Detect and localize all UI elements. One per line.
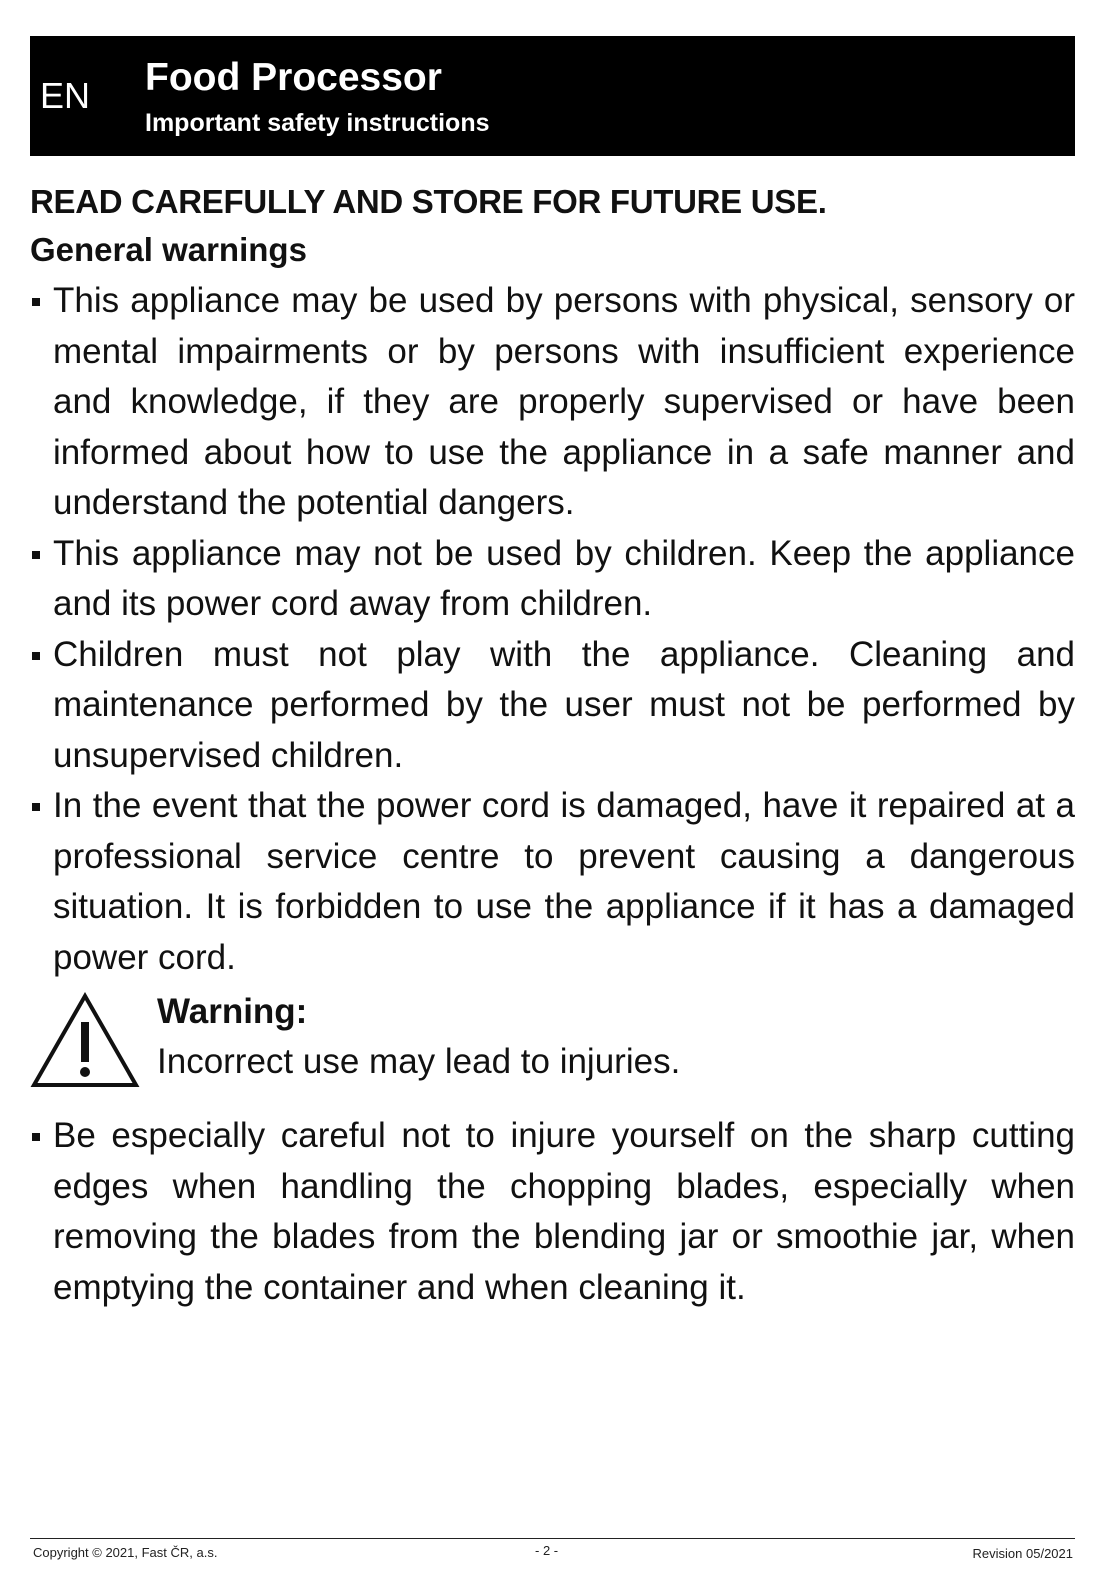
warning-item: Be especially careful not to injure yourself on the sharp cutting edges when handling the chopping blades, especially when removing the blades from the blending jar or smoothie jar, when emptying the container and when cleaning it.	[30, 1111, 1075, 1313]
revision-label: Revision 05/2021	[972, 1546, 1073, 1561]
warnings-list	[30, 276, 1075, 983]
warning-item: This appliance may be used by persons with physical, sensory or mental impairments or by persons with insufficient experience and knowledge, if they are properly supervised or have been informed about how to use the appliance in a safe manner and understand the potential dangers.	[30, 276, 1075, 529]
warning-box	[30, 989, 1075, 1089]
warnings-list-continued	[30, 1111, 1075, 1313]
copyright-notice: Copyright © 2021, Fast ČR, a.s.	[33, 1545, 218, 1560]
document-title: Food Processor	[145, 56, 442, 99]
document-subtitle: Important safety instructions	[145, 109, 490, 137]
warning-item: In the event that the power cord is damaged, have it repaired at a professional service centre to prevent causing a dangerous situation. It is forbidden to use the appliance if it has a damaged power cord.	[30, 781, 1075, 983]
read-notice: READ CAREFULLY AND STORE FOR FUTURE USE.	[30, 183, 827, 220]
warning-triangle-icon	[30, 992, 140, 1089]
page-content	[30, 178, 1075, 1313]
warning-item: Children must not play with the appliance. Cleaning and maintenance performed by the user must not be performed by unsupervised children.	[30, 630, 1075, 782]
warning-title: Warning:	[157, 992, 308, 1031]
warning-item: This appliance may not be used by children. Keep the appliance and its power cord away from children.	[30, 529, 1075, 630]
page-footer	[30, 1538, 1075, 1561]
page-number: - 2 -	[535, 1543, 559, 1558]
warning-text: Incorrect use may lead to injuries.	[157, 1042, 681, 1081]
page-header	[30, 36, 1075, 156]
section-heading: General warnings	[30, 231, 307, 268]
language-code: EN	[40, 75, 91, 116]
